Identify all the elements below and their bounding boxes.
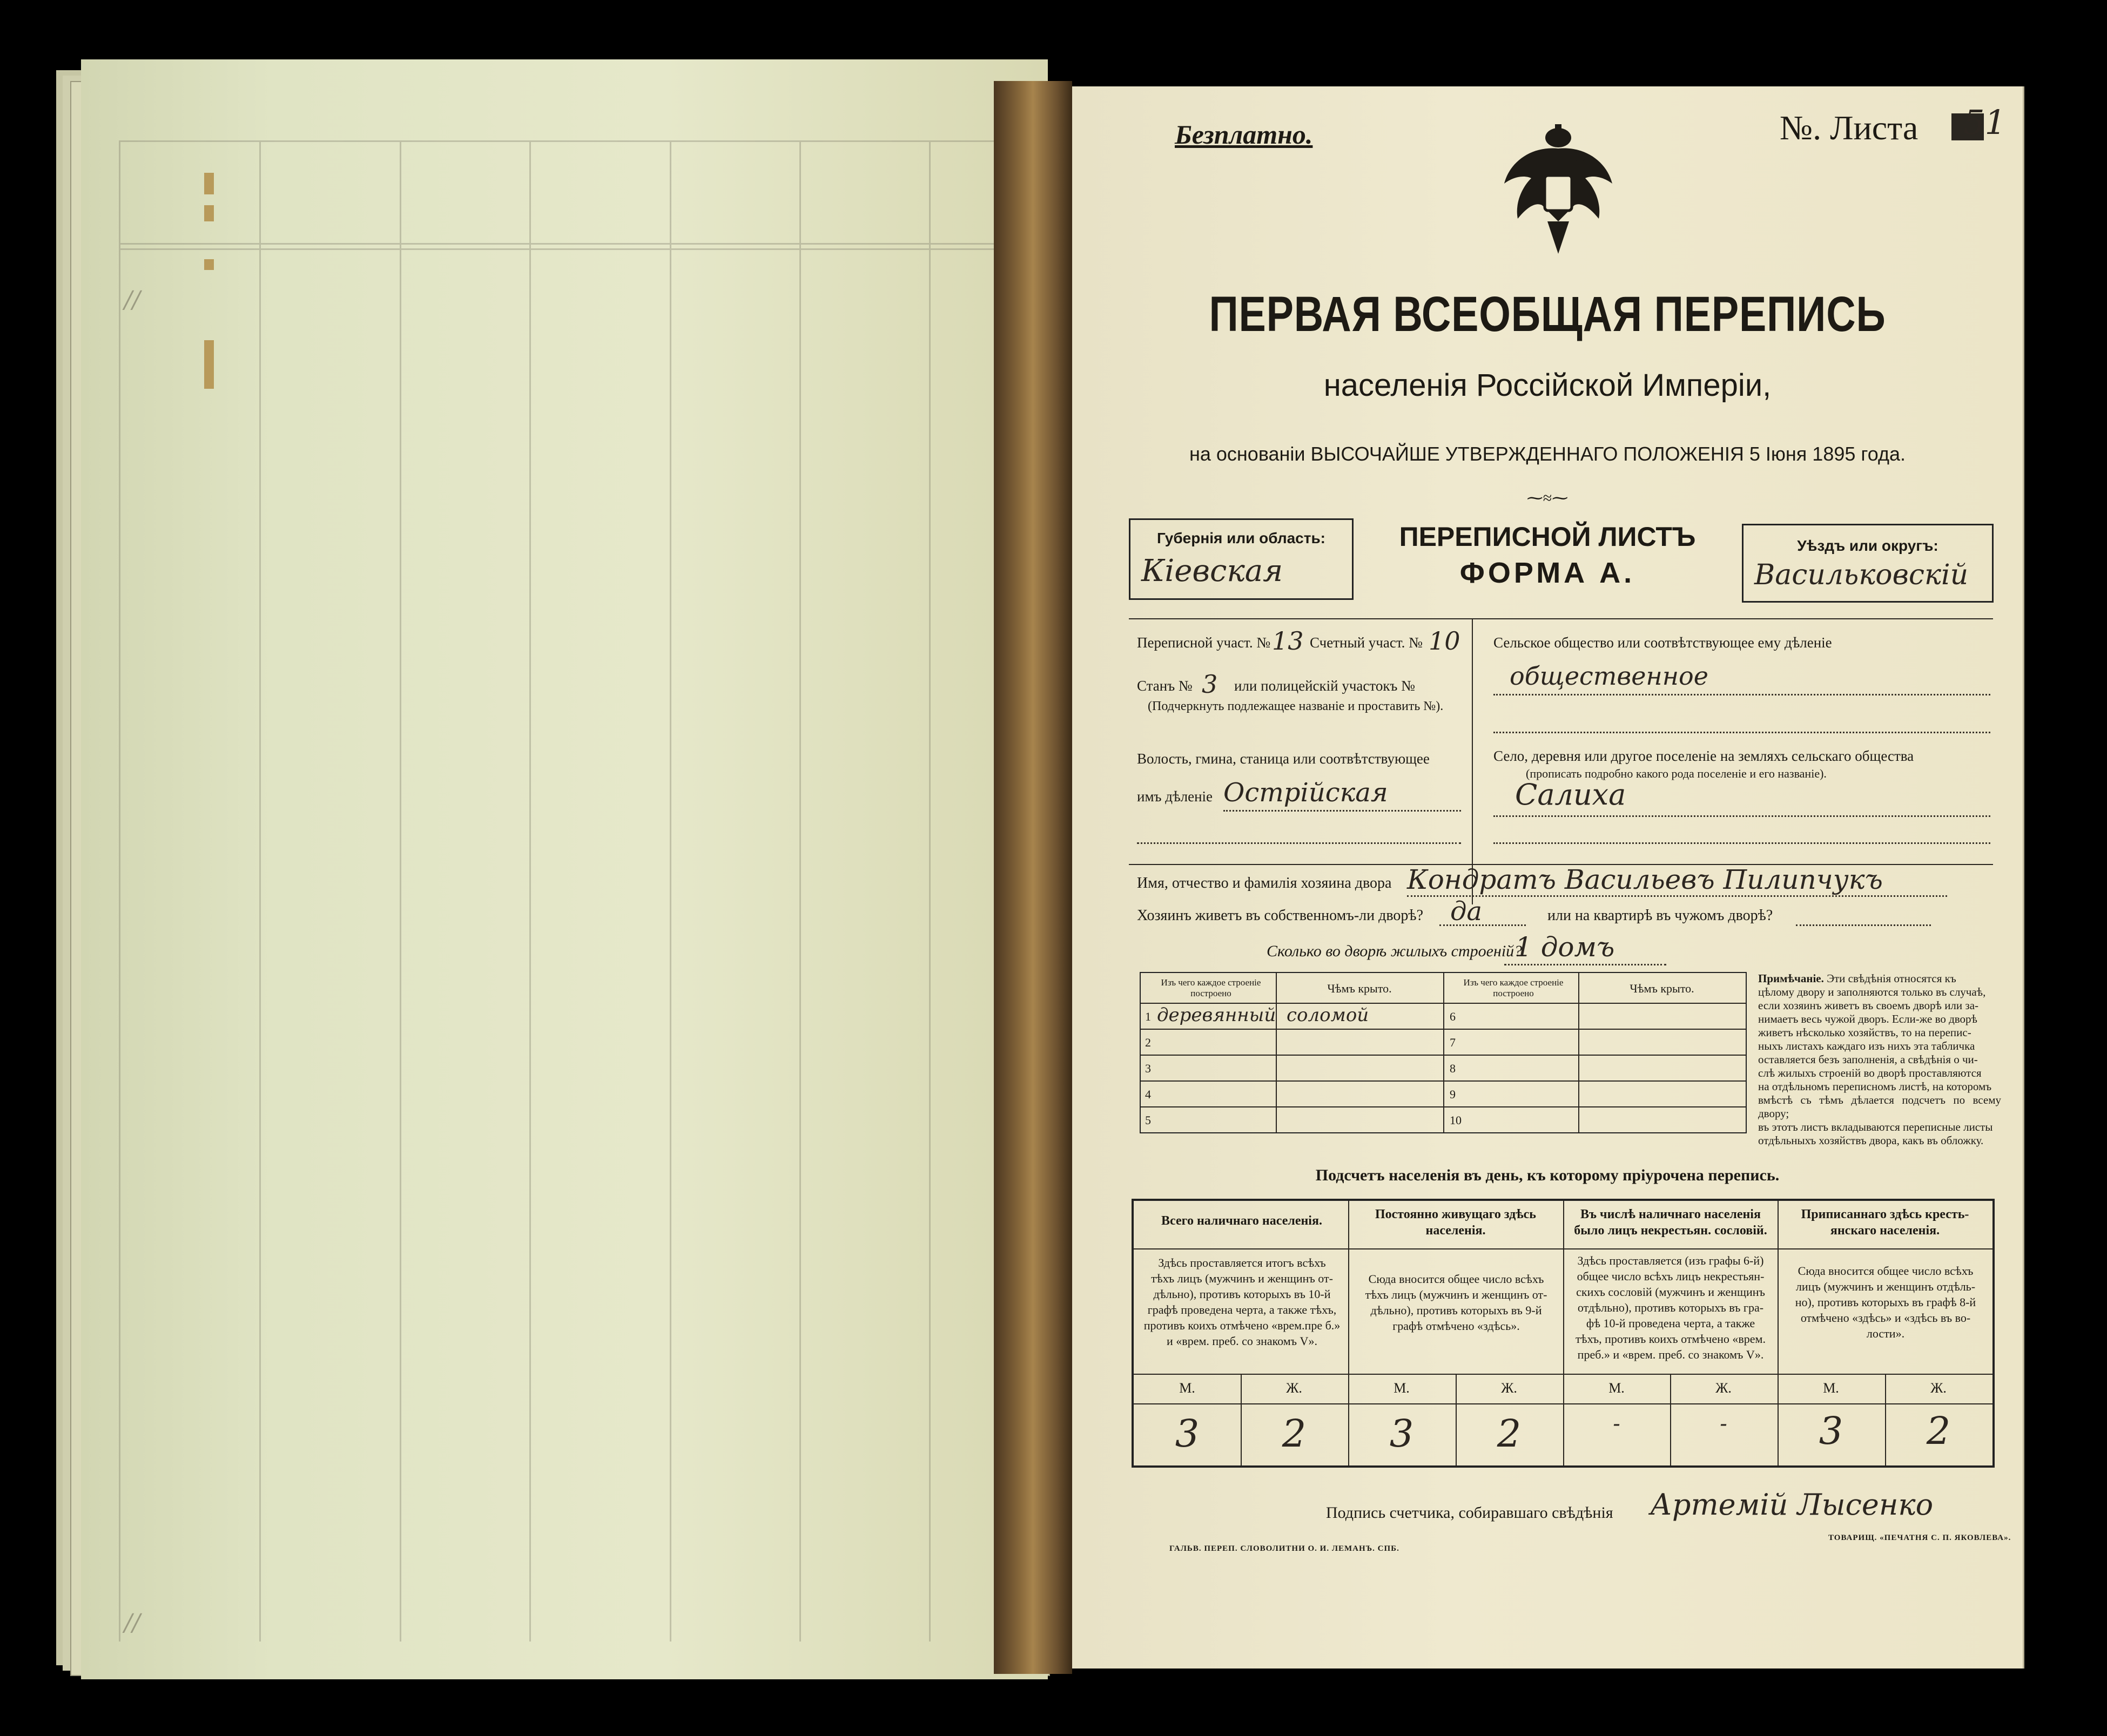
buildings-table [1140,972,1747,1133]
counting-district-value: 10 [1429,626,1460,656]
header-line: Постоянно живущаго здѣсь [1375,1207,1536,1221]
desc-line: лости». [1866,1327,1905,1340]
row-number: 6 [1450,1010,1456,1023]
desc-line: отмѣчено «здѣсь» и «здѣсь въ во- [1800,1311,1971,1325]
desc-line: графѣ отмѣчено «здѣсь». [1392,1319,1520,1333]
guberniya-label: Губернія или область: [1156,530,1326,546]
census-district-value: 13 [1272,626,1304,656]
non-peasant-female-count: - [1720,1411,1727,1436]
header-line: Приписаннаго здѣсь кресть- [1801,1207,1969,1221]
note-line: если хозяинъ живетъ въ своемъ дворѣ или за- [1758,999,1979,1012]
buildings-line [1504,964,1666,965]
note-line: оставляется безъ заполненія, а свѣдѣнія о чи- [1758,1053,1978,1066]
owner-label: Имя, отчество и фамилія хозяина двора [1137,875,1392,891]
rural-society-line [1493,694,1990,695]
desc-line: Сюда вносится общее число всѣхъ [1368,1272,1544,1286]
form-type-subtitle: ФОРМА А. [1459,557,1635,589]
rural-society-value: общественное [1510,661,1708,691]
desc-line: дѣльно), противъ которыхъ въ 9-й [1370,1303,1542,1317]
note-line: на отдѣльномъ переписномъ листѣ, на которомъ [1758,1080,1992,1093]
sheet-number-value: 51 [1963,103,2006,142]
row-number: 8 [1450,1062,1456,1075]
note-line: въ этотъ листъ вкладываются переписные листы [1758,1120,1993,1133]
legal-basis: на основаніи ВЫСОЧАЙШЕ УТВЕРЖДЕННАГО ПОЛОЖЕНІЯ 5 Іюня 1895 года. [1189,443,1906,465]
own-yard-line [1439,924,1526,926]
desc-line: тѣхъ лицъ (мужчинъ и женщинъ от- [1151,1272,1333,1285]
pop-col-registered-header [1779,1206,1991,1239]
uezd-value: Васильковскій [1754,559,1969,591]
desc-line: тѣхъ лицъ (мужчинъ и женщинъ от- [1365,1288,1547,1301]
form-type-title: ПЕРЕПИСНОЙ ЛИСТЪ [1399,522,1696,552]
left-page-ghost-table [119,140,1026,1652]
fields-divider [1472,618,1473,904]
pop-col-total-desc [1138,1255,1346,1349]
imperial-eagle-emblem [1499,124,1618,259]
village-value: Салиха [1515,778,1626,812]
desc-line: Здѣсь проставляется итогъ всѣхъ [1158,1256,1326,1269]
desc-line: скихъ сословій (мужчинъ и женщинъ [1576,1285,1765,1299]
police-district-label: или полицейскій участокъ № [1234,678,1415,694]
permanent-male-count: 3 [1389,1411,1414,1456]
desc-line: но), противъ которыхъ въ графѣ 8-й [1795,1295,1976,1309]
note-line: слѣ жилыхъ строеній во дворѣ проставляются [1758,1066,1982,1079]
desc-line: дѣльно), противъ которыхъ въ 10-й [1153,1287,1331,1301]
row-number: 3 [1145,1062,1151,1075]
female-label: Ж. [1501,1380,1517,1396]
census-form-page [1072,86,2024,1669]
col-material-header-2: Изъ чего каждое строеніе построено [1463,977,1564,998]
desc-line: отдѣльно), противъ которыхъ въ гра- [1577,1301,1764,1314]
row-number: 1 [1145,1010,1151,1023]
row-number: 7 [1450,1036,1456,1049]
volost-line-2 [1137,842,1461,844]
note-line: ныхъ листахъ каждаго изъ нихъ эта табличка [1758,1039,1975,1052]
desc-line: графѣ проведена черта, а также тѣхъ, [1147,1303,1337,1316]
building-material: деревянный [1157,1004,1276,1026]
female-label: Ж. [1286,1380,1302,1396]
female-label: Ж. [1715,1380,1732,1396]
desc-line: общее число всѣхъ лицъ некрестьян- [1577,1269,1765,1283]
village-line [1493,815,1990,817]
male-label: М. [1394,1380,1410,1396]
desc-line: тѣхъ, противъ коихъ отмѣчено «врем. [1576,1332,1766,1346]
sheet-number-label: №. Листа [1780,109,1918,147]
note-line: отдѣльныхъ хозяйствъ двора, какъ въ обложку. [1758,1134,1984,1147]
total-female-count: 2 [1282,1411,1307,1456]
ghost-mark: // [124,286,140,314]
desc-line: противъ коихъ отмѣчено «врем.пре б.» [1143,1319,1341,1332]
header-line: Въ числѣ наличнаго населенія [1580,1207,1761,1221]
counting-district-label: Счетный участ. № [1310,634,1423,651]
building-roof: соломой [1287,1004,1369,1026]
other-yard-line [1796,924,1931,926]
female-label: Ж. [1930,1380,1947,1396]
buildings-label: Сколько во дворѣ жилыхъ строеній? [1267,942,1523,960]
pop-col-non-peasant-desc [1566,1253,1775,1362]
male-label: М. [1179,1380,1195,1396]
header-line: янскаго населенія. [1830,1224,1940,1238]
census-district-label: Переписной участ. № [1137,634,1271,651]
printer-right: ТОВАРИЩ. «ПЕЧАТНЯ С. П. ЯКОВЛЕВА». [1828,1534,2011,1542]
col-material-header: Изъ чего каждое строеніе построено [1161,977,1261,998]
desc-line: лицъ (мужчинъ и женщинъ отдѣль- [1795,1280,1976,1293]
pop-col-permanent-desc [1351,1271,1561,1334]
desc-line: Здѣсь проставляется (изъ графы 6-й) [1577,1254,1764,1267]
note-line: Эти свѣдѣнія относятся къ [1827,972,1956,985]
other-yard-label: или на квартирѣ въ чужомъ дворѣ? [1547,907,1773,924]
own-yard-value: да [1450,896,1483,927]
stan-label: Станъ № [1137,678,1193,694]
population-table [1132,1199,1995,1468]
row-number: 5 [1145,1113,1151,1127]
volost-value: Острійская [1223,778,1388,808]
guberniya-box [1129,518,1354,600]
pop-col-permanent-header [1350,1206,1561,1239]
volost-label-1: Волость, гмина, станица или соотвѣтствующее [1137,751,1430,767]
desc-line: фѣ 10-й проведена черта, а также [1586,1316,1755,1330]
guberniya-value: Кіевская [1141,553,1283,589]
header-line: Всего наличнаго населенія. [1161,1214,1322,1228]
non-peasant-male-count: - [1613,1411,1620,1436]
uezd-box [1742,524,1994,603]
header-line: было лицъ некрестьян. сословій. [1574,1224,1767,1238]
pop-col-non-peasant-header [1565,1206,1776,1239]
stan-value: 3 [1202,670,1218,699]
uezd-label: Уѣздъ или округъ: [1797,537,1938,554]
buildings-note [1758,972,2001,1147]
desc-line: преб.» и «врем. преб. со знакомъ V». [1577,1348,1764,1361]
free-label: Безплатно. [1175,119,1313,150]
male-label: М. [1823,1380,1839,1396]
village-note: (прописать подробно какого рода поселеніе и его названіе). [1526,767,1827,780]
row-number: 2 [1145,1036,1151,1049]
row-number: 9 [1450,1087,1456,1101]
volost-label-2: имъ дѣленіе [1137,788,1213,805]
male-label: М. [1608,1380,1625,1396]
underline-note: (Подчеркнуть подлежащее названіе и проставить №). [1148,699,1444,713]
row-number: 4 [1145,1087,1151,1101]
rural-society-label: Сельское общество или соотвѣтствующее ему дѣленіе [1493,634,1832,651]
total-male-count: 3 [1175,1411,1200,1456]
note-line: живетъ нѣсколько хозяйствъ, то на перепис- [1758,1026,1971,1039]
signature-value: Артемій Лысенко [1650,1488,1934,1522]
owner-value: Кондратъ Васильевъ Пилипчукъ [1407,864,1883,895]
volost-line [1223,810,1461,812]
form-subtitle: населенія Россійской Имперіи, [1323,368,1772,403]
buildings-value: 1 домъ [1515,931,1615,963]
desc-line: и «врем. преб. со знакомъ V». [1167,1334,1317,1348]
note-label: Примѣчаніе. [1758,972,1824,985]
note-line: цѣлому двору и заполняются только въ случаѣ, [1758,985,1986,998]
pop-col-registered-desc [1781,1263,1990,1341]
permanent-female-count: 2 [1497,1411,1522,1456]
ornament-divider: ⁓≈⁓ [1526,489,1569,507]
registered-female-count: 2 [1926,1409,1951,1453]
desc-line: Сюда вносится общее число всѣхъ [1798,1264,1974,1278]
pop-col-total-header [1136,1213,1347,1229]
village-label: Село, деревня или другое поселеніе на земляхъ сельскаго общества [1493,748,1914,764]
book-spine [994,81,1072,1674]
ghost-mark: // [124,1609,140,1637]
col-roof-header-2: Чѣмъ крыто. [1630,982,1694,995]
row-number: 10 [1450,1113,1462,1127]
form-title: ПЕРВАЯ ВСЕОБЩАЯ ПЕРЕПИСЬ [1209,287,1886,342]
section-divider [1129,618,1993,619]
col-roof-header: Чѣмъ крыто. [1327,982,1392,995]
owner-line [1407,895,1947,897]
header-line: населенія. [1425,1224,1486,1238]
rural-society-line-2 [1493,732,1990,733]
registered-male-count: 3 [1819,1409,1843,1453]
village-line-2 [1493,842,1990,844]
own-yard-label: Хозяинъ живетъ въ собственномъ-ли дворѣ? [1137,907,1424,924]
signature-label: Подпись счетчика, собиравшаго свѣдѣнія [1326,1504,1613,1522]
population-title: Подсчетъ населенія въ день, къ которому пріурочена перепись. [1315,1166,1780,1184]
note-line: нимаетъ весь чужой дворъ. Если-же во дворѣ [1758,1012,1977,1025]
printer-left: ГАЛЬВ. ПЕРЕП. СЛОВОЛИТНИ О. И. ЛЕМАНЪ. СПБ. [1169,1544,1399,1553]
note-line: вмѣстѣ съ тѣмъ дѣлается подсчетъ по всему двору; [1758,1093,2001,1120]
